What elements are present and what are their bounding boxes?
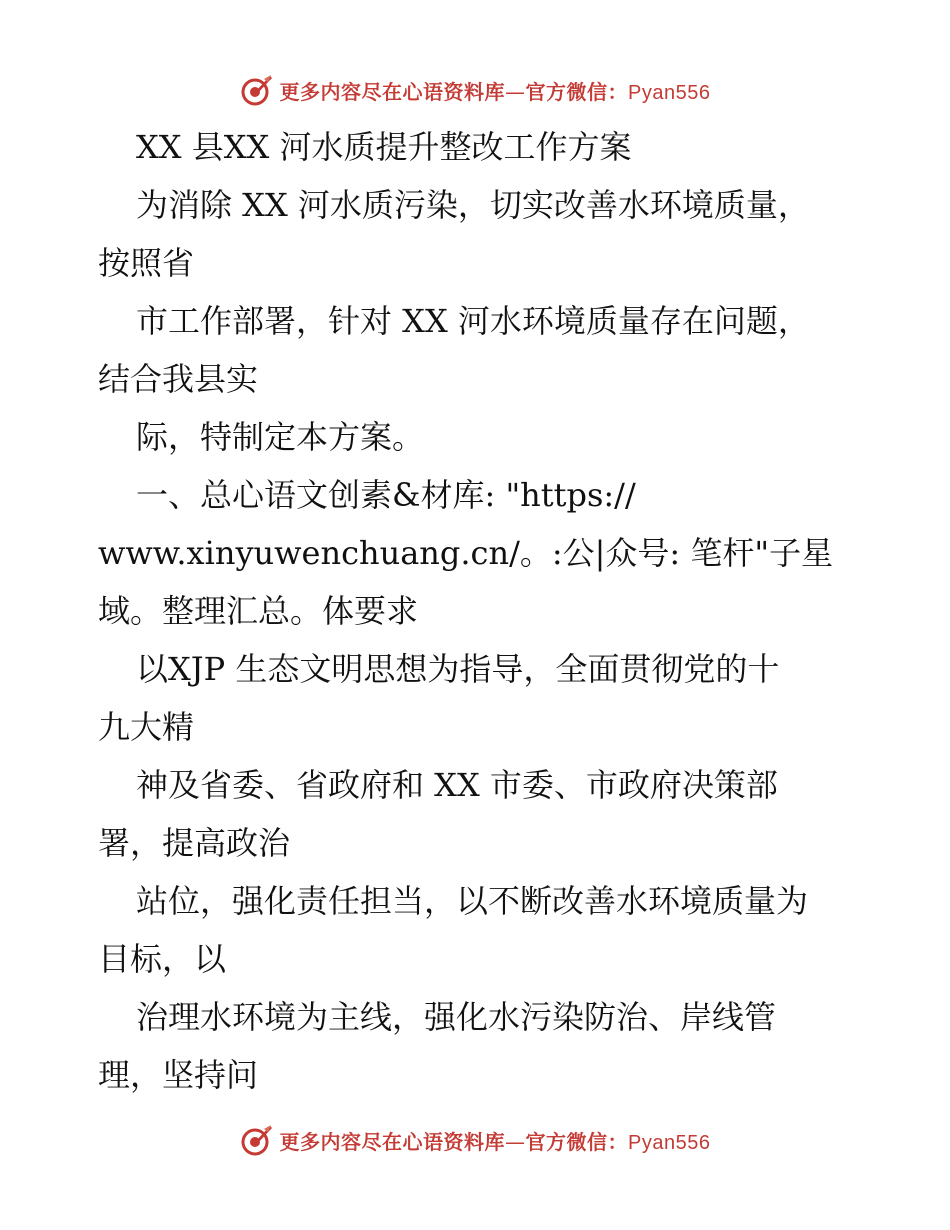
text-line: 治理水环境为主线，强化水污染防治、岸线管	[136, 998, 777, 1036]
text-line: 结合我县实	[98, 360, 259, 398]
text-line: 理，坚持问	[98, 1056, 259, 1094]
text-line: 市工作部署，针对 XX 河水环境质量存在问题，	[136, 302, 810, 340]
footer-banner-text	[280, 1126, 711, 1155]
text-line: www.xinyuwenchuang.cn/。:公|众号: 笔杆"子星	[98, 534, 834, 572]
header-banner-title: 更多内容尽在心语资料库	[279, 79, 506, 104]
text-line: 一、总心语文创素&材库: "https://	[136, 476, 636, 514]
quill-logo-icon	[240, 73, 274, 107]
header-banner-content	[240, 73, 711, 107]
header-banner-wechat-id: Pyan556	[628, 81, 711, 104]
text-line: 以XJP 生态文明思想为指导，全面贯彻党的十	[136, 650, 780, 688]
footer-banner-separator: —	[505, 1129, 526, 1154]
text-line: 神及省委、省政府和 XX 市委、市政府决策部	[136, 766, 778, 804]
footer-banner-wechat-id: Pyan556	[628, 1131, 711, 1154]
footer-banner-title: 更多内容尽在心语资料库	[279, 1129, 506, 1154]
document-body	[98, 118, 898, 1104]
header-banner-separator: —	[505, 79, 526, 104]
header-banner-wechat-label: 官方微信：	[525, 79, 629, 104]
quill-logo-icon	[240, 1123, 274, 1157]
footer-banner-wechat-label: 官方微信：	[525, 1129, 629, 1154]
footer-banner-content	[240, 1123, 711, 1157]
footer-banner	[0, 1120, 950, 1160]
text-line: 域。整理汇总。体要求	[98, 592, 419, 630]
text-line: 际，特制定本方案。	[136, 418, 425, 456]
text-line: XX 县XX 河水质提升整改工作方案	[136, 128, 632, 166]
text-line: 按照省	[98, 244, 195, 282]
header-banner-text	[280, 76, 711, 105]
text-line: 为消除 XX 河水质污染，切实改善水环境质量，	[136, 186, 810, 224]
header-banner	[0, 70, 950, 110]
text-line: 署，提高政治	[98, 824, 291, 862]
text-line: 目标，以	[98, 940, 227, 978]
text-line: 站位，强化责任担当，以不断改善水环境质量为	[136, 882, 809, 920]
text-line: 九大精	[98, 708, 195, 746]
